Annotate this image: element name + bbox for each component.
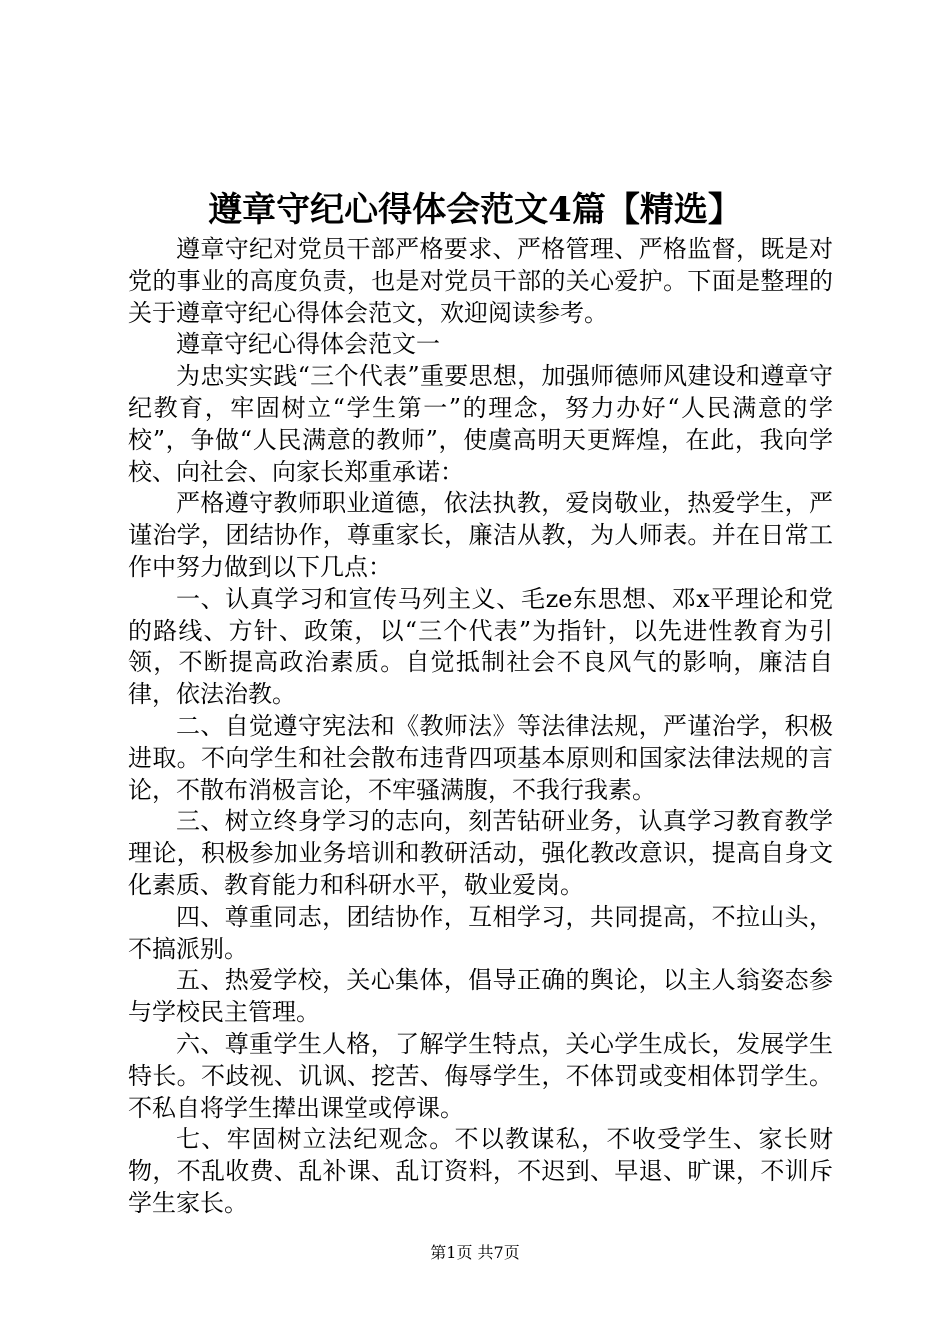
document-body <box>128 234 833 1220</box>
list-item: 五、热爱学校，关心集体，倡导正确的舆论，以主人翁姿态参与学校民主管理。 <box>128 966 833 1027</box>
paragraph: 为忠实实践“三个代表”重要思想，加强师德师风建设和遵章守纪教育，牢固树立“学生第一”的理念，努力办好“人民满意的学校”，争做“人民满意的教师”，使虞高明天更辉煌，在此，我向学校、向社会、向家长郑重承诺： <box>128 362 833 486</box>
page-title: 遵章守纪心得体会范文4篇【精选】 <box>208 190 742 230</box>
page-footer: 第1页 共7页 <box>430 1243 520 1262</box>
paragraph-intro: 遵章守纪对党员干部严格要求、严格管理、严格监督，既是对党的事业的高度负责，也是对党员干部的关心爱护。下面是整理的关于遵章守纪心得体会范文，欢迎阅读参考。 <box>128 235 833 327</box>
paragraph: 严格遵守教师职业道德，依法执教，爱岗敬业，热爱学生，严谨治学，团结协作，尊重家长，廉洁从教，为人师表。并在日常工作中努力做到以下几点： <box>128 489 833 581</box>
list-item: 二、自觉遵守宪法和《教师法》等法律法规，严谨治学，积极进取。不向学生和社会散布违背四项基本原则和国家法律法规的言论，不散布消极言论，不牢骚满腹，不我行我素。 <box>128 711 833 804</box>
list-item: 七、牢固树立法纪观念。不以教谋私，不收受学生、家长财物，不乱收费、乱补课、乱订资料，不迟到、早退、旷课，不训斥学生家长。 <box>128 1125 833 1217</box>
list-item: 一、认真学习和宣传马列主义、毛ze东思想、邓x平理论和党的路线、方针、政策，以“三个代表”为指针，以先进性教育为引领，不断提高政治素质。自觉抵制社会不良风气的影响，廉洁自律，依法治教。 <box>128 584 833 709</box>
list-item: 四、尊重同志，团结协作，互相学习，共同提高，不拉山头，不搞派别。 <box>128 902 833 963</box>
list-item: 六、尊重学生人格，了解学生特点，关心学生成长，发展学生特长。不歧视、讥讽、挖苦、侮辱学生，不体罚或变相体罚学生。不私自将学生撵出课堂或停课。 <box>128 1029 833 1122</box>
section-heading: 遵章守纪心得体会范文一 <box>176 330 440 359</box>
list-item: 三、树立终身学习的志向，刻苦钻研业务，认真学习教育教学理论，积极参加业务培训和教研活动，强化教改意识，提高自身文化素质、教育能力和科研水平，敬业爱岗。 <box>128 807 833 899</box>
